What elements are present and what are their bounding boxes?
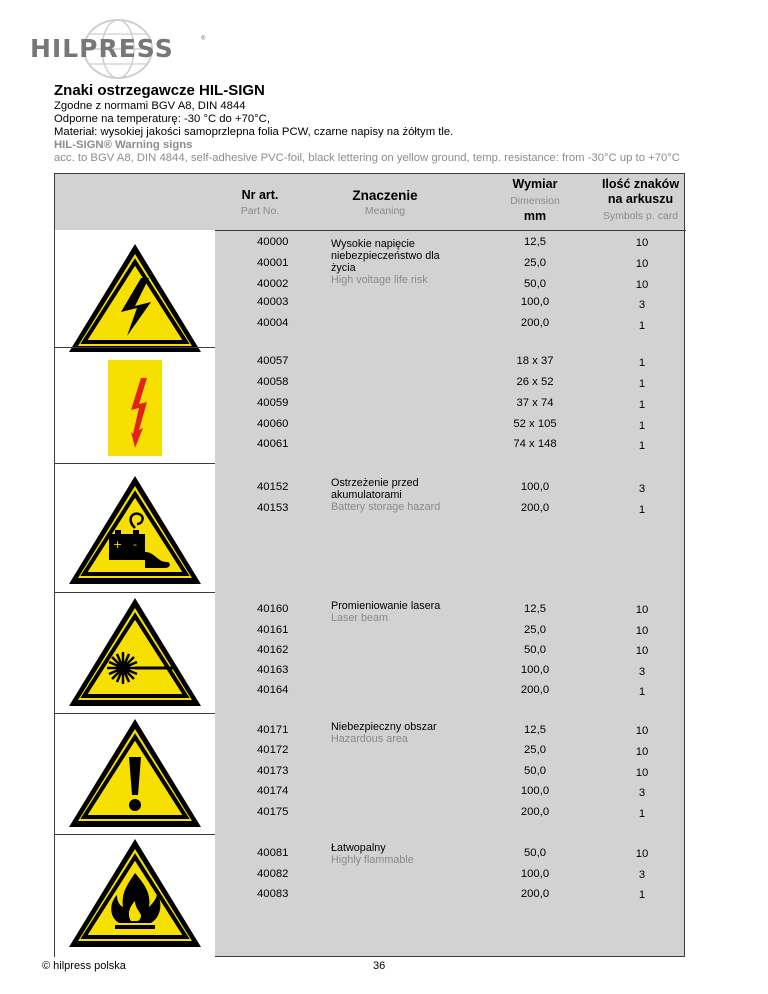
quantity-value: 1 <box>638 399 646 411</box>
quantity-label-en: Symbols p. card <box>602 210 679 222</box>
part-number: 40153 <box>257 502 289 514</box>
svg-text:+: + <box>113 538 123 551</box>
meaning-en-line: Highly flammable <box>331 854 414 866</box>
part-number: 40173 <box>257 765 289 777</box>
meaning-pl-line: życia <box>331 262 356 274</box>
part-number: 40164 <box>257 684 289 696</box>
dimension-value: 18 x 37 <box>516 355 554 367</box>
part-no-label-en: Part No. <box>240 205 280 217</box>
dimension-value: 74 x 148 <box>513 438 557 450</box>
part-number: 40060 <box>257 418 289 430</box>
dimension-value: 12,5 <box>524 236 546 248</box>
quantity-value: 1 <box>638 889 646 901</box>
quantity-value: 10 <box>635 258 649 270</box>
dimension-value: 12,5 <box>524 724 546 736</box>
quantity-value: 1 <box>638 420 646 432</box>
header-line-temperature: Odporne na temperaturę: -30 °C do +70°C, <box>54 113 270 125</box>
dimension-value: 100,0 <box>520 868 550 880</box>
part-number: 40171 <box>257 724 289 736</box>
quantity-value: 3 <box>638 483 646 495</box>
quantity-value: 10 <box>635 746 649 758</box>
quantity-value: 1 <box>638 378 646 390</box>
dimension-value: 200,0 <box>520 684 550 696</box>
lightning-bolt-sign-icon <box>65 360 205 456</box>
meaning-en-line: High voltage life risk <box>331 274 428 286</box>
dimension-value: 200,0 <box>520 502 550 514</box>
dimension-label-en: Dimension <box>510 195 560 207</box>
part-number: 40057 <box>257 355 289 367</box>
meaning-pl-line: Wysokie napięcie <box>331 238 415 250</box>
part-number: 40160 <box>257 603 289 615</box>
meaning-hazardous-area <box>331 721 466 745</box>
dimension-value: 200,0 <box>520 888 550 900</box>
laser-beam-warning-icon <box>65 594 205 710</box>
quantity-value: 10 <box>635 767 649 779</box>
dimension-value: 50,0 <box>524 765 546 777</box>
quantity-value: 10 <box>635 237 649 249</box>
battery-storage-hazard-icon <box>65 472 205 588</box>
page-number: 36 <box>373 960 386 972</box>
meaning-high-voltage <box>331 238 466 286</box>
quantity-value: 3 <box>638 666 646 678</box>
part-number: 40174 <box>257 785 289 797</box>
quantity-value: 1 <box>638 357 646 369</box>
dimension-value: 26 x 52 <box>516 376 554 388</box>
part-number: 40172 <box>257 744 289 756</box>
row-divider <box>55 463 215 464</box>
dimension-value: 25,0 <box>524 624 546 636</box>
dimension-value: 50,0 <box>524 847 546 859</box>
quantity-value: 10 <box>635 604 649 616</box>
row-divider <box>55 713 215 714</box>
quantity-value: 1 <box>638 808 646 820</box>
part-number: 40082 <box>257 868 289 880</box>
dimension-value: 100,0 <box>520 664 550 676</box>
part-number: 40003 <box>257 296 289 308</box>
dimension-value: 200,0 <box>520 317 550 329</box>
dimension-unit: mm <box>523 209 547 223</box>
part-number: 40000 <box>257 236 289 248</box>
header-english-line: acc. to BGV A8, DIN 4844, self-adhesive PVC-foil, black lettering on yellow ground, temp. resistance: from -30°C up to +70°C <box>54 152 680 164</box>
header-line-material: Materiał: wysokiej jakości samoprzlepna folia PCW, czarne napisy na żółtym tle. <box>54 126 454 138</box>
column-header-part-no <box>215 174 305 230</box>
meaning-pl-line: akumulatorami <box>331 489 402 501</box>
quantity-value: 10 <box>635 279 649 291</box>
quantity-value: 1 <box>638 504 646 516</box>
high-voltage-warning-icon <box>65 240 205 356</box>
dimension-value: 25,0 <box>524 744 546 756</box>
quantity-value: 1 <box>638 686 646 698</box>
meaning-label: Znaczenie <box>352 188 418 203</box>
part-number: 40061 <box>257 438 289 450</box>
exclamation-warning-icon <box>65 715 205 831</box>
dimension-value: 100,0 <box>520 785 550 797</box>
meaning-pl-line: Promieniowanie lasera <box>331 600 441 612</box>
dimension-value: 52 x 105 <box>513 418 557 430</box>
column-header-dimension <box>475 174 595 230</box>
part-number: 40059 <box>257 397 289 409</box>
svg-text:-: - <box>133 538 137 551</box>
meaning-pl-line: Łatwopalny <box>331 842 386 854</box>
header-line-standards: Zgodne z normami BGV A8, DIN 4844 <box>54 100 246 112</box>
dimension-value: 100,0 <box>520 296 550 308</box>
dimension-value: 50,0 <box>524 278 546 290</box>
part-number: 40081 <box>257 847 289 859</box>
meaning-highly-flammable <box>331 842 466 866</box>
meaning-en-line: Battery storage hazard <box>331 501 441 513</box>
dimension-value: 100,0 <box>520 481 550 493</box>
quantity-value: 3 <box>638 869 646 881</box>
dimension-value: 37 x 74 <box>516 397 554 409</box>
part-number: 40162 <box>257 644 289 656</box>
dimension-value: 25,0 <box>524 257 546 269</box>
row-divider <box>55 347 215 348</box>
part-number: 40161 <box>257 624 289 636</box>
part-number: 40083 <box>257 888 289 900</box>
logo-text: HILPRESS <box>30 34 174 63</box>
quantity-value: 10 <box>635 725 649 737</box>
meaning-en-line: Laser beam <box>331 612 389 624</box>
quantity-value: 1 <box>638 320 646 332</box>
quantity-value: 10 <box>635 645 649 657</box>
copyright-text: © hilpress polska <box>42 960 126 972</box>
meaning-pl-line: Ostrzeżenie przed <box>331 477 419 489</box>
meaning-label-en: Meaning <box>364 205 406 217</box>
quantity-label-1: Ilość znaków <box>601 177 680 191</box>
dimension-label: Wymiar <box>512 177 558 191</box>
dimension-value: 12,5 <box>524 603 546 615</box>
product-table <box>54 173 685 957</box>
row-divider <box>55 592 215 593</box>
quantity-value: 3 <box>638 299 646 311</box>
part-number: 40163 <box>257 664 289 676</box>
column-header-meaning <box>305 174 465 230</box>
flammable-warning-icon <box>65 835 205 951</box>
meaning-battery-storage <box>331 477 466 513</box>
part-number: 40004 <box>257 317 289 329</box>
part-no-label: Nr art. <box>241 188 279 202</box>
meaning-laser-beam <box>331 600 466 624</box>
part-number: 40058 <box>257 376 289 388</box>
quantity-label-2: na arkuszu <box>607 192 674 206</box>
meaning-en-line: Hazardous area <box>331 733 408 745</box>
quantity-value: 3 <box>638 787 646 799</box>
meaning-pl-line: Niebezpieczny obszar <box>331 721 437 733</box>
part-number: 40175 <box>257 806 289 818</box>
hilpress-logo <box>30 18 210 80</box>
logo-registered-mark: ® <box>201 36 206 42</box>
part-number: 40001 <box>257 257 289 269</box>
part-number: 40002 <box>257 278 289 290</box>
meaning-pl-line: niebezpieczeństwo dla <box>331 250 440 262</box>
header-english-title: HIL-SIGN® Warning signs <box>54 139 193 151</box>
column-header-quantity <box>595 174 686 230</box>
dimension-value: 50,0 <box>524 644 546 656</box>
part-number: 40152 <box>257 481 289 493</box>
page-title: Znaki ostrzegawcze HIL-SIGN <box>54 82 265 99</box>
dimension-value: 200,0 <box>520 806 550 818</box>
quantity-value: 1 <box>638 440 646 452</box>
quantity-value: 10 <box>635 848 649 860</box>
quantity-value: 10 <box>635 625 649 637</box>
page-header <box>54 82 744 165</box>
